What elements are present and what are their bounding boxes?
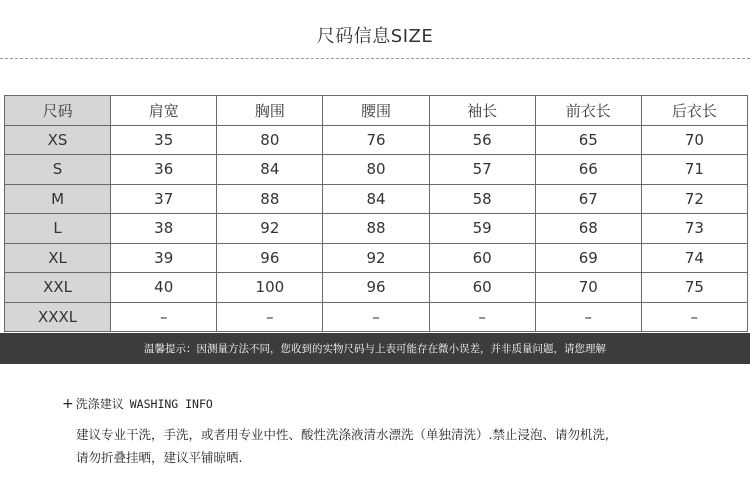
table-cell: 58	[429, 184, 535, 214]
size-label-cell: XL	[5, 243, 111, 273]
size-label-cell: S	[5, 155, 111, 185]
table-cell: –	[429, 302, 535, 332]
table-cell: 76	[323, 125, 429, 155]
table-cell: 38	[111, 214, 217, 244]
column-header-back-length: 后衣长	[641, 96, 747, 126]
table-cell: 84	[217, 155, 323, 185]
table-cell: 92	[323, 243, 429, 273]
table-cell: 36	[111, 155, 217, 185]
table-cell: 71	[641, 155, 747, 185]
table-cell: 69	[535, 243, 641, 273]
table-cell: 56	[429, 125, 535, 155]
table-cell: 80	[217, 125, 323, 155]
table-cell: 96	[217, 243, 323, 273]
table-cell: –	[641, 302, 747, 332]
notice-text: 温馨提示：因测量方法不同，您收到的实物尺码与上表可能存在微小误差，并非质量问题，请您理解	[144, 343, 606, 355]
washing-heading-en: WASHING INFO	[129, 396, 213, 411]
column-header-waist: 腰围	[323, 96, 429, 126]
washing-instructions	[76, 423, 716, 469]
table-cell: –	[111, 302, 217, 332]
column-header-sleeve: 袖长	[429, 96, 535, 126]
table-cell: 75	[641, 273, 747, 303]
table-cell: 66	[535, 155, 641, 185]
size-label-cell: M	[5, 184, 111, 214]
column-header-front-length: 前衣长	[535, 96, 641, 126]
table-cell: 88	[217, 184, 323, 214]
washing-line: 请勿折叠挂晒，建议平铺晾晒.	[76, 450, 243, 465]
table-row	[5, 243, 748, 273]
table-cell: 40	[111, 273, 217, 303]
washing-heading	[62, 395, 213, 412]
table-cell: 57	[429, 155, 535, 185]
table-cell: 59	[429, 214, 535, 244]
table-cell: 60	[429, 273, 535, 303]
table-cell: 100	[217, 273, 323, 303]
table-cell: 88	[323, 214, 429, 244]
size-label-cell: L	[5, 214, 111, 244]
table-cell: –	[535, 302, 641, 332]
table-cell: 67	[535, 184, 641, 214]
table-cell: –	[323, 302, 429, 332]
page-title: 尺码信息SIZE	[316, 26, 434, 47]
table-cell: 65	[535, 125, 641, 155]
washing-line: 建议专业干洗，手洗，或者用专业中性、酸性洗涤液清水漂洗（单独清洗）.禁止浸泡、请勿机洗,	[76, 427, 609, 442]
table-cell: –	[217, 302, 323, 332]
size-label-cell: XS	[5, 125, 111, 155]
table-cell: 68	[535, 214, 641, 244]
table-row	[5, 155, 748, 185]
table-row	[5, 273, 748, 303]
table-cell: 96	[323, 273, 429, 303]
washing-heading-cn: 洗涤建议	[75, 397, 124, 411]
table-cell: 37	[111, 184, 217, 214]
table-cell: 80	[323, 155, 429, 185]
column-header-size: 尺码	[5, 96, 111, 126]
table-cell: 70	[535, 273, 641, 303]
column-header-chest: 胸围	[217, 96, 323, 126]
table-header-row	[5, 96, 748, 126]
table-cell: 70	[641, 125, 747, 155]
table-row	[5, 184, 748, 214]
size-label-cell: XXXL	[5, 302, 111, 332]
table-row	[5, 302, 748, 332]
title-divider	[0, 58, 750, 59]
plus-icon: +	[62, 395, 74, 412]
table-row	[5, 214, 748, 244]
size-table	[4, 95, 748, 332]
table-cell: 35	[111, 125, 217, 155]
table-cell: 73	[641, 214, 747, 244]
table-cell: 84	[323, 184, 429, 214]
table-cell: 39	[111, 243, 217, 273]
column-header-shoulder: 肩宽	[111, 96, 217, 126]
notice-bar	[0, 333, 750, 364]
table-cell: 60	[429, 243, 535, 273]
size-label-cell: XXL	[5, 273, 111, 303]
table-cell: 72	[641, 184, 747, 214]
table-cell: 92	[217, 214, 323, 244]
table-cell: 74	[641, 243, 747, 273]
table-row	[5, 125, 748, 155]
